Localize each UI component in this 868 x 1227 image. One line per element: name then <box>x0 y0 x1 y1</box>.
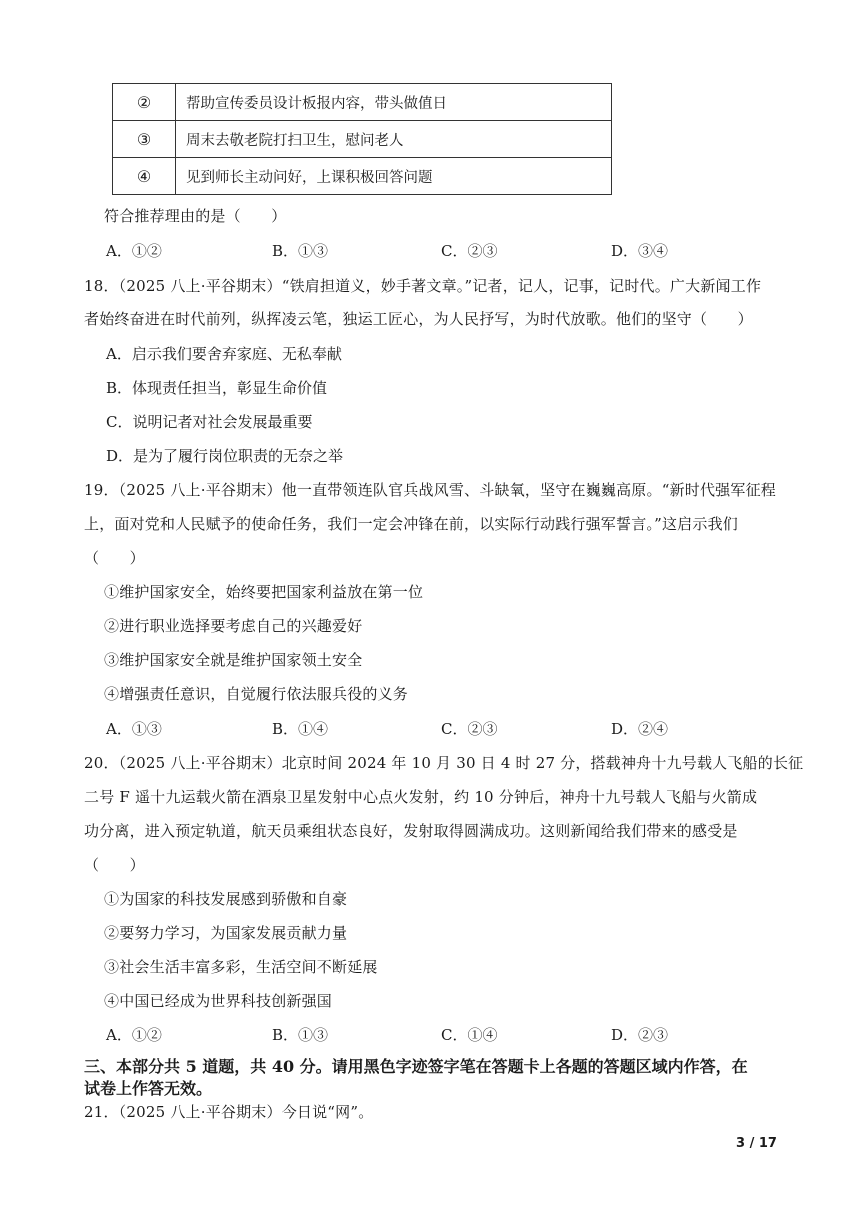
q19-option-b: B．①④ <box>272 720 329 738</box>
q19-line-1: 19．（2025 八上·平谷期末）他一直带领连队官兵战风雪、斗缺氧，坚守在巍巍高原。“新时代强军征程 <box>84 481 776 499</box>
q18-line-2: 者始终奋进在时代前列，纵挥凌云笔，独运工匠心，为人民抒写，为时代放歌。他们的坚守（ ） <box>84 310 753 328</box>
q20-option-c: C．①④ <box>441 1026 498 1044</box>
table-cell-number: ③ <box>113 121 176 158</box>
q19-item-1: ①维护国家安全，始终要把国家利益放在第一位 <box>104 583 424 601</box>
q18-line-1: 18．（2025 八上·平谷期末）“铁肩担道义，妙手著文章。”记者，记人，记事，记时代。广大新闻工作 <box>84 277 762 295</box>
q20-line-2: 二号 F 遥十九运载火箭在酒泉卫星发射中心点火发射，约 10 分钟后，神舟十九号载人飞船与火箭成 <box>84 788 758 806</box>
table-cell-number: ④ <box>113 158 176 195</box>
options-table <box>112 83 612 195</box>
table-cell-number: ② <box>113 84 176 121</box>
q17-option-c: C．②③ <box>441 242 498 260</box>
q17-stem: 符合推荐理由的是（ ） <box>104 207 287 225</box>
q20-item-1: ①为国家的科技发展感到骄傲和自豪 <box>104 890 348 908</box>
table-cell-text: 周末去敬老院打扫卫生，慰问老人 <box>176 121 612 158</box>
q17-option-d: D．③④ <box>611 242 669 260</box>
q19-item-2: ②进行职业选择要考虑自己的兴趣爱好 <box>104 617 363 635</box>
q20-option-b: B．①③ <box>272 1026 329 1044</box>
table-cell-text: 帮助宣传委员设计板报内容，带头做值日 <box>176 84 612 121</box>
q20-line-4: （ ） <box>84 856 145 874</box>
q17-option-b: B．①③ <box>272 242 329 260</box>
q19-line-3: （ ） <box>84 549 145 567</box>
q19-option-d: D．②④ <box>611 720 669 738</box>
page-number: 3 / 17 <box>736 1136 777 1151</box>
q18-option-d: D．是为了履行岗位职责的无奈之举 <box>106 447 344 465</box>
table-cell-text: 见到师长主动问好，上课积极回答问题 <box>176 158 612 195</box>
q20-item-3: ③社会生活丰富多彩，生活空间不断延展 <box>104 958 378 976</box>
q21-line: 21．（2025 八上·平谷期末）今日说“网”。 <box>84 1103 374 1121</box>
q17-option-a: A．①② <box>106 242 162 260</box>
q18-option-c: C．说明记者对社会发展最重要 <box>106 413 313 431</box>
q20-option-a: A．①② <box>106 1026 162 1044</box>
q20-item-4: ④中国已经成为世界科技创新强国 <box>104 992 333 1010</box>
q18-option-b: B．体现责任担当，彰显生命价值 <box>106 379 328 397</box>
q19-option-c: C．②③ <box>441 720 498 738</box>
q19-item-4: ④增强责任意识，自觉履行依法服兵役的义务 <box>104 685 409 703</box>
q18-option-a: A．启示我们要舍弃家庭、无私奉献 <box>106 345 342 363</box>
q19-option-a: A．①③ <box>106 720 162 738</box>
section-3-heading-line-1: 三、本部分共 5 道题，共 40 分。请用黑色字迹签字笔在答题卡上各题的答题区域内作答，在 <box>84 1057 748 1076</box>
q20-line-3: 功分离，进入预定轨道，航天员乘组状态良好，发射取得圆满成功。这则新闻给我们带来的感受是 <box>84 822 738 840</box>
table-row <box>113 158 612 195</box>
q20-line-1: 20．（2025 八上·平谷期末）北京时间 2024 年 10 月 30 日 4 时 27 分，搭载神舟十九号载人飞船的长征 <box>84 754 804 772</box>
q20-item-2: ②要努力学习，为国家发展贡献力量 <box>104 924 348 942</box>
section-3-heading-line-2: 试卷上作答无效。 <box>84 1079 213 1098</box>
q19-line-2: 上，面对党和人民赋予的使命任务，我们一定会冲锋在前，以实际行动践行强军誓言。”这启示我们 <box>84 515 738 533</box>
table-row <box>113 121 612 158</box>
q20-option-d: D．②③ <box>611 1026 669 1044</box>
table-row <box>113 84 612 121</box>
q19-item-3: ③维护国家安全就是维护国家领土安全 <box>104 651 363 669</box>
